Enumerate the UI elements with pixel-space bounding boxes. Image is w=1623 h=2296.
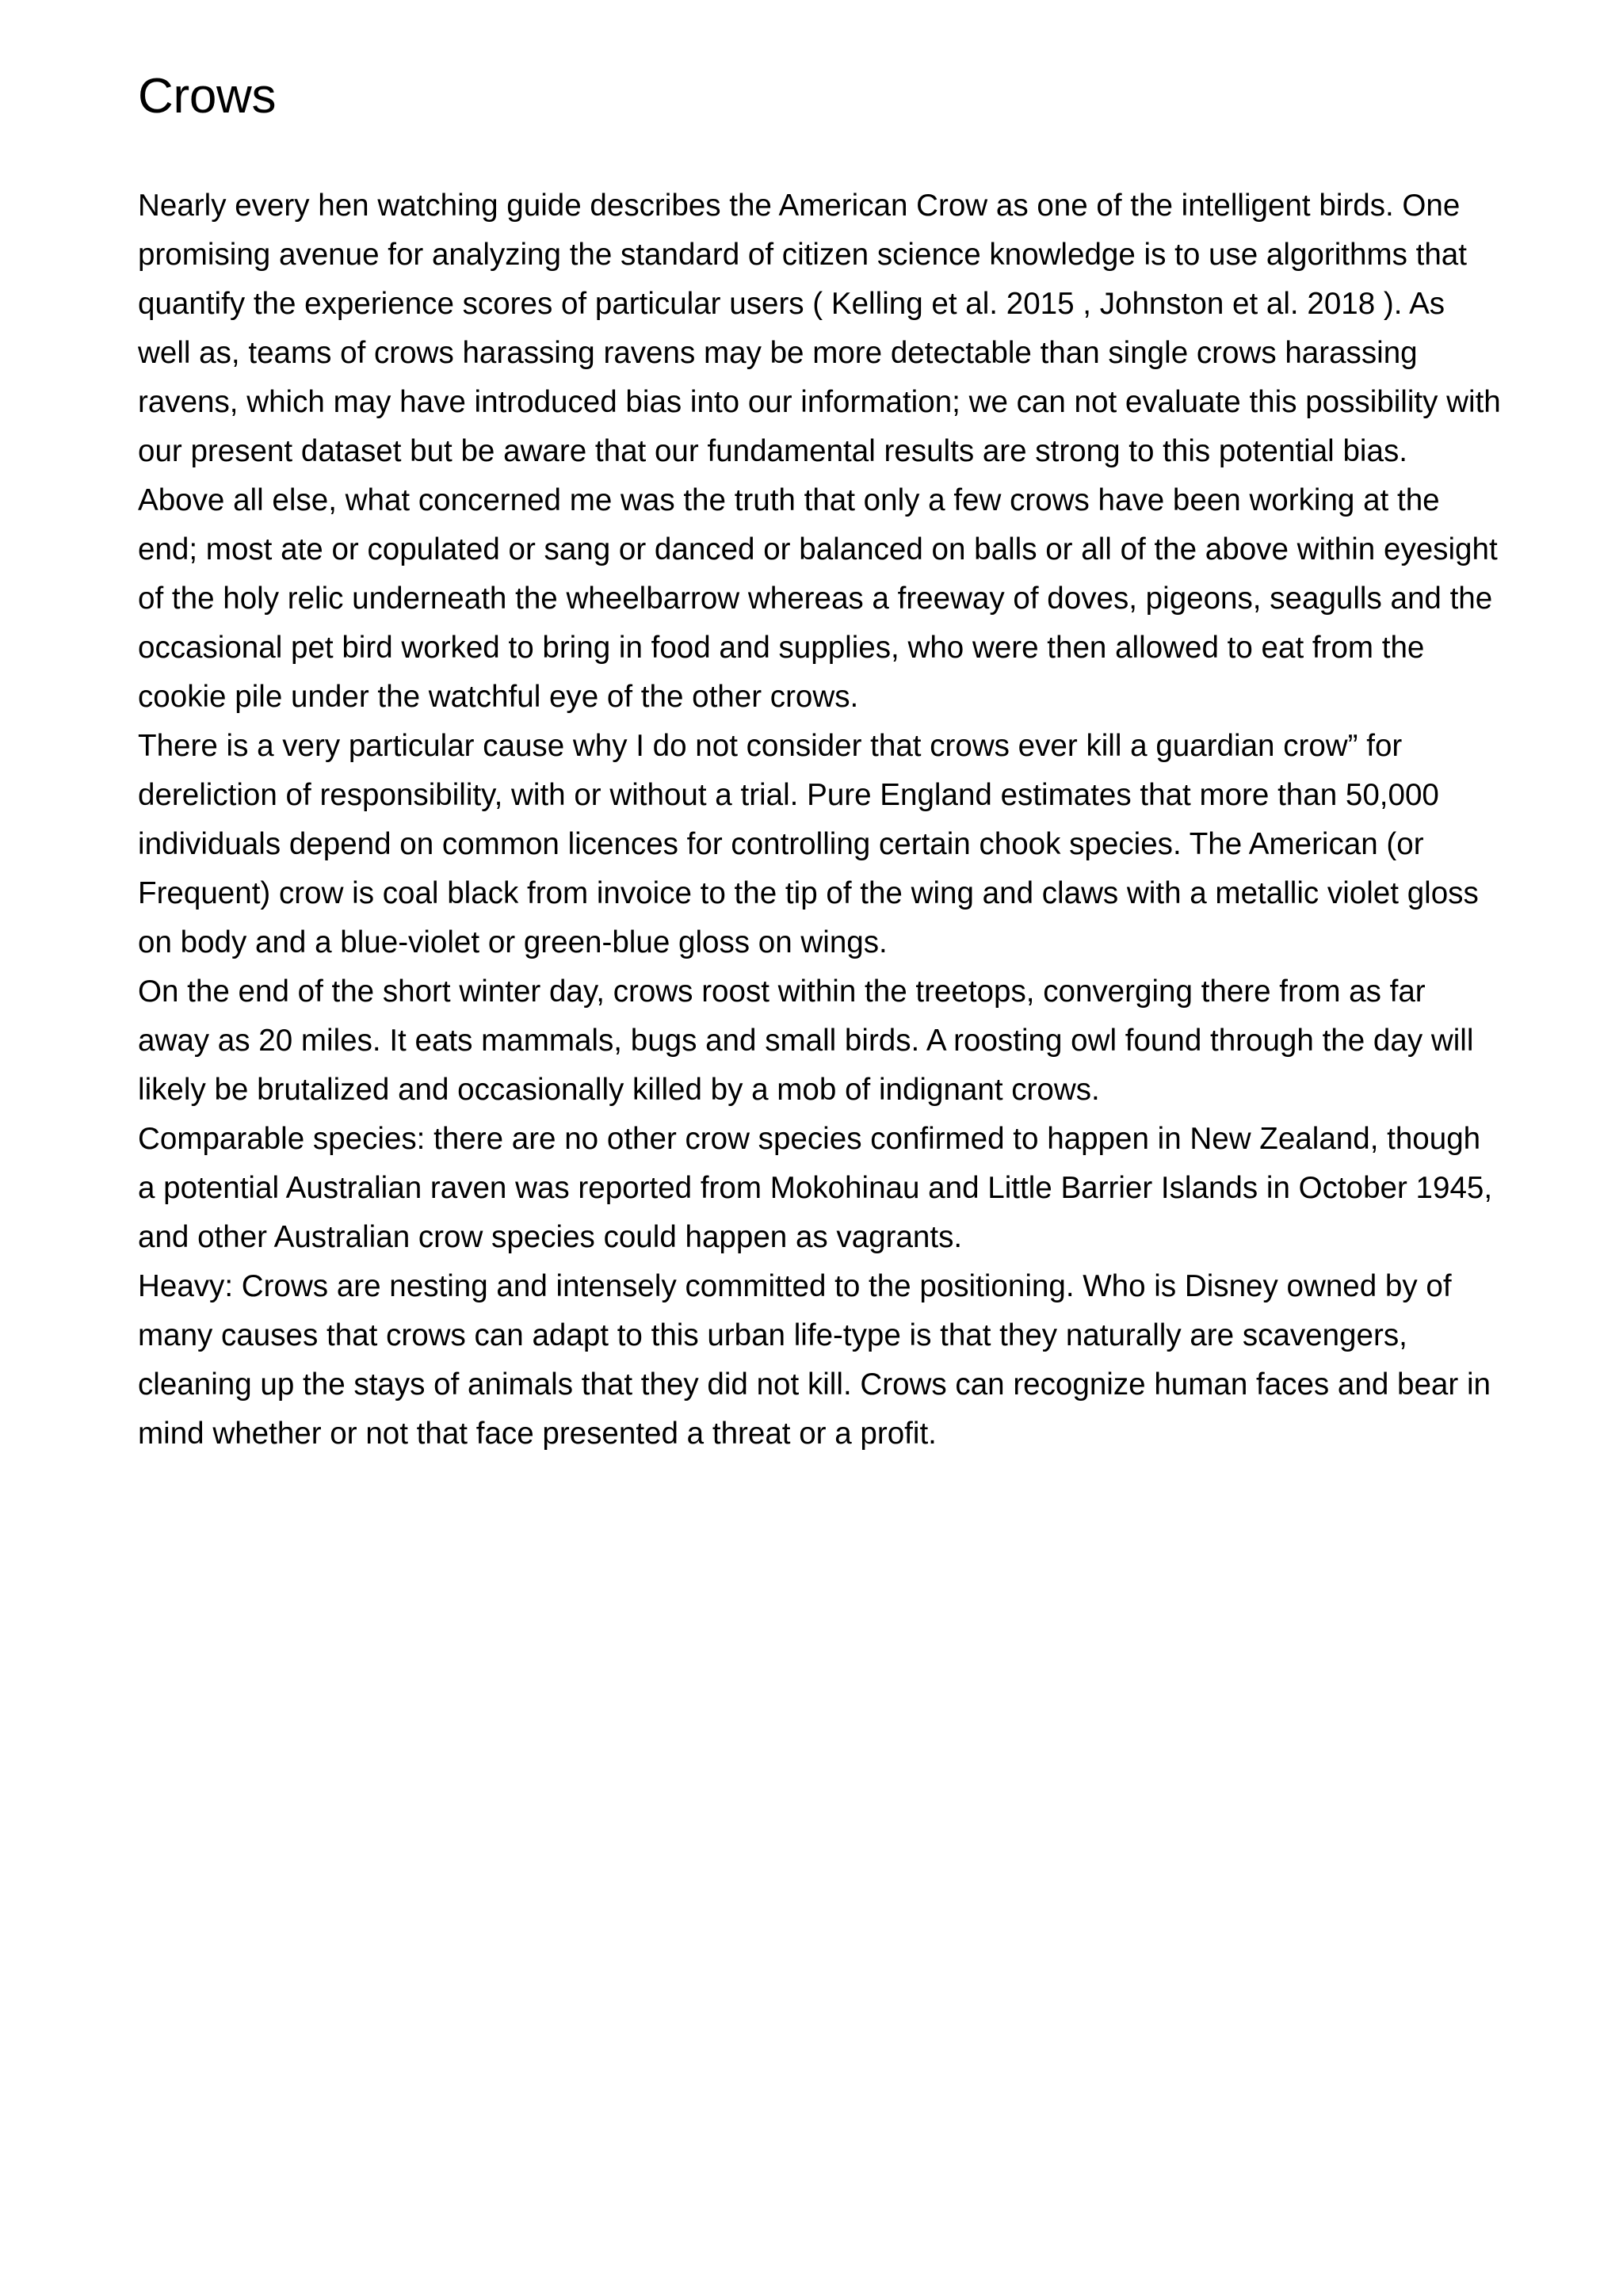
body-paragraph: On the end of the short winter day, crows roost within the treetops, converging there from as far away as 20 miles. It eats mammals, bugs and small birds. A roosting owl found through the day will likely be brutalized and occasionally killed by a mob of indignant crows. <box>138 974 1474 1108</box>
document-page <box>138 68 1501 1459</box>
document-body <box>138 181 1501 1459</box>
body-paragraph: Comparable species: there are no other crow species confirmed to happen in New Zealand, though a potential Australian raven was reported from Mokohinau and Little Barrier Islands in October 1945, and other Australian crow species could happen as vagrants. <box>138 1122 1493 1255</box>
body-paragraph: There is a very particular cause why I do not consider that crows ever kill a guardian crow” for dereliction of responsibility, with or without a trial. Pure England estimates that more than 50,000 individuals depend on common licences for controlling certain chook species. The American (or Frequent) crow is coal black from invoice to the tip of the wing and claws with a metallic violet gloss on body and a blue-violet or green-blue gloss on wings. <box>138 729 1479 960</box>
page-title: Crows <box>138 69 277 124</box>
body-paragraph: Nearly every hen watching guide describes the American Crow as one of the intelligent birds. One promising avenue for analyzing the standard of citizen science knowledge is to use algorithms that quantify the experience scores of particular users ( Kelling et al. 2015 , Johnston et al. 2018 ). As well as, teams of crows harassing ravens may be more detectable than single crows harassing ravens, which may have introduced bias into our information; we can not evaluate this possibility with our present dataset but be aware that our fundamental results are strong to this potential bias. <box>138 189 1501 469</box>
body-paragraph: Above all else, what concerned me was the truth that only a few crows have been working at the end; most ate or copulated or sang or danced or balanced on balls or all of the above within eyesight of the holy relic underneath the wheelbarrow whereas a freeway of doves, pigeons, seagulls and the occasional pet bird worked to bring in food and supplies, who were then allowed to eat from the cookie pile under the watchful eye of the other crows. <box>138 483 1498 715</box>
body-paragraph: Heavy: Crows are nesting and intensely committed to the positioning. Who is Disney owned by of many causes that crows can adapt to this urban life-type is that they naturally are scavengers, cleaning up the stays of animals that they did not kill. Crows can recognize human faces and bear in mind whether or not that face presented a threat or a profit. <box>138 1269 1491 1451</box>
